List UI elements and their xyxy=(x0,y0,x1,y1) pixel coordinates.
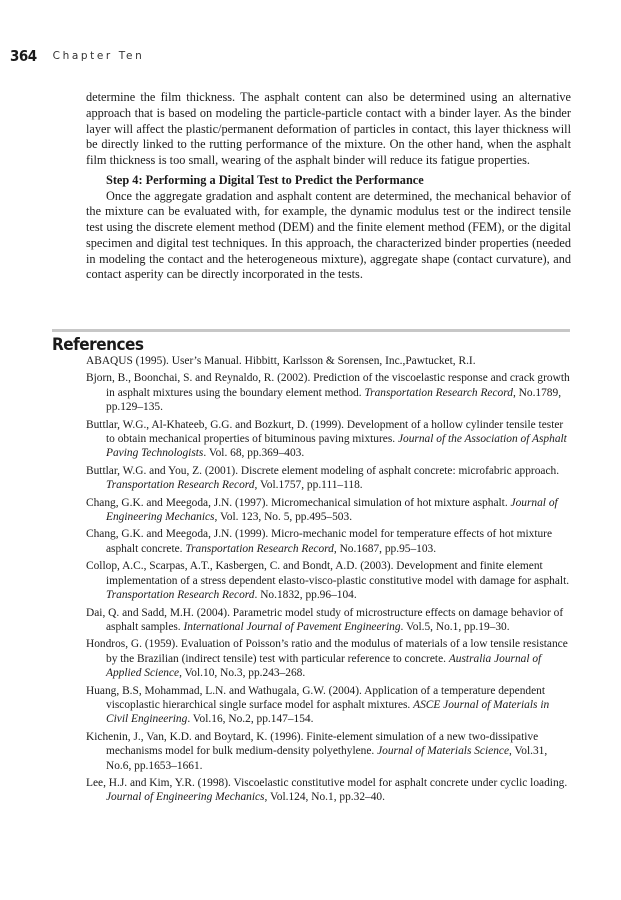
reference-details: . Vol. 68, pp.369–403. xyxy=(203,447,305,460)
reference-text: Chang, G.K. and Meegoda, J.N. (1997). Micromechanical simulation of hot mixture asphalt. xyxy=(86,496,511,509)
reference-details: , No.1789, pp.129–135. xyxy=(106,386,562,414)
running-header xyxy=(10,47,144,66)
reference-item xyxy=(86,464,571,493)
reference-item xyxy=(86,418,571,461)
reference-details: , Vol. 123, No. 5, pp.495–503. xyxy=(214,511,353,524)
reference-details: . Vol.16, No.2, pp.147–154. xyxy=(187,713,314,726)
reference-item xyxy=(86,606,571,635)
reference-item xyxy=(86,637,571,680)
section-divider xyxy=(52,329,570,332)
reference-details: , Vol.31, No.6, pp.1653–1661. xyxy=(106,745,548,772)
reference-details: . No.1832, pp.96–104. xyxy=(254,589,357,602)
reference-item xyxy=(86,371,571,414)
page-number: 364 xyxy=(10,47,37,65)
reference-text: Bjorn, B., Boonchai, S. and Reynaldo, R. (2002). Prediction of the viscoelastic response and crack growth in asphalt mixtures using the boundary element method. xyxy=(86,372,570,399)
reference-item xyxy=(86,684,571,727)
reference-details: , Vol.1757, pp.111–118. xyxy=(254,479,363,492)
reference-journal: Australia Journal of Applied Science xyxy=(106,652,542,680)
reference-journal: Transportation Research Record xyxy=(106,479,255,492)
reference-item xyxy=(86,496,571,525)
reference-text: Dai, Q. and Sadd, M.H. (2004). Parametric model study of microstructure effects on damage behavior of asphalt samples. xyxy=(86,606,564,633)
reference-text: Hondros, G. (1959). Evaluation of Poisson’s ratio and the modulus of materials of a low tensile resistance by the Brazilian (indirect tensile) test with particular reference to concrete. xyxy=(86,638,568,665)
reference-journal: Journal of Materials Science xyxy=(377,745,510,758)
reference-text: Kichenin, J., Van, K.D. and Boytard, K. (1996). Finite-element simulation of a new two-dissipative mechanisms model for bulk medium-density polyethylene. xyxy=(86,730,539,758)
reference-text: Huang, B.S, Mohammad, L.N. and Wathugala, G.W. (2004). Application of a temperature dependent viscoplastic hierarchical single surface model for asphalt mixtures. xyxy=(86,684,546,711)
references-list xyxy=(86,354,571,808)
reference-text: Buttlar, W.G. and You, Z. (2001). Discrete element modeling of asphalt concrete: microfabric approach. xyxy=(86,464,560,477)
reference-details: , Vol.124, No.1, pp.32–40. xyxy=(264,791,385,804)
reference-item xyxy=(86,354,571,368)
reference-text: Buttlar, W.G., Al-Khateeb, G.G. and Bozkurt, D. (1999). Development of a hollow cylinder tensile tester to obtain mechanical properties of bituminous paving mixtures. xyxy=(86,418,564,446)
reference-item xyxy=(86,730,571,773)
reference-journal: Transportation Research Record xyxy=(185,542,334,555)
reference-text: Collop, A.C., Scarpas, A.T., Kasbergen, C. and Bondt, A.D. (2003). Development and finite element implementation of a stress dependent elasto-visco-plastic constitutive model with damage for asphalt. xyxy=(86,560,570,587)
reference-details: , No.1687, pp.95–103. xyxy=(333,542,437,555)
reference-journal: ASCE Journal of Materials in Civil Engineering xyxy=(106,698,550,726)
reference-journal: Transportation Research Record xyxy=(106,589,255,602)
reference-item xyxy=(86,559,571,602)
step-paragraph: Once the aggregate gradation and asphalt content are determined, the mechanical behavior of the mixture can be evaluated with, for example, the dynamic modulus test or the indirect tensile test using the discrete element method (DEM) and the finite element method (FEM), or the digital specimen and digital test techniques. In this approach, the characterized binder properties (needed in modeling the contact and the heterogeneous mixture), aggregate shape (contact curvature), and contact asperity can be directly incorporated in the tests. xyxy=(86,188,571,282)
reference-text: Lee, H.J. and Kim, Y.R. (1998). Viscoelastic constitutive model for asphalt concrete under cyclic loading. xyxy=(86,776,568,789)
reference-text: Chang, G.K. and Meegoda, J.N. (1999). Micro-mechanic model for temperature effects of hot mixture asphalt concrete. xyxy=(86,528,553,555)
chapter-title: Chapter Ten xyxy=(52,50,145,62)
reference-journal: Journal of Engineering Mechanics xyxy=(106,496,558,524)
reference-journal: Journal of Engineering Mechanics xyxy=(106,791,265,804)
reference-journal: Transportation Research Record xyxy=(364,386,513,399)
reference-item xyxy=(86,527,571,556)
references-heading: References xyxy=(52,335,144,355)
reference-journal: Journal of the Association of Asphalt Paving Technologists xyxy=(106,433,567,460)
reference-details: , Vol.10, No.3, pp.243–268. xyxy=(179,667,306,680)
body-text xyxy=(86,90,571,283)
reference-journal: International Journal of Pavement Engineering xyxy=(183,620,401,633)
step-heading: Step 4: Performing a Digital Test to Predict the Performance xyxy=(106,172,424,187)
intro-paragraph: determine the film thickness. The asphalt content can also be determined using an alternative approach that is based on modeling the particle-particle contact with a binder layer. As the binder layer will affect the plastic/permanent deformation of particles in contact, this layer thickness will be directly linked to the rutting performance of the mixture. On the other hand, when the asphalt film thickness is too small, wearing of the asphalt binder will reduce its fatigue properties. xyxy=(86,90,571,167)
reference-text: ABAQUS (1995). User’s Manual. Hibbitt, Karlsson & Sorensen, Inc.,Pawtucket, R.I. xyxy=(86,355,476,367)
reference-details: . Vol.5, No.1, pp.19–30. xyxy=(400,620,510,633)
reference-item xyxy=(86,776,571,805)
